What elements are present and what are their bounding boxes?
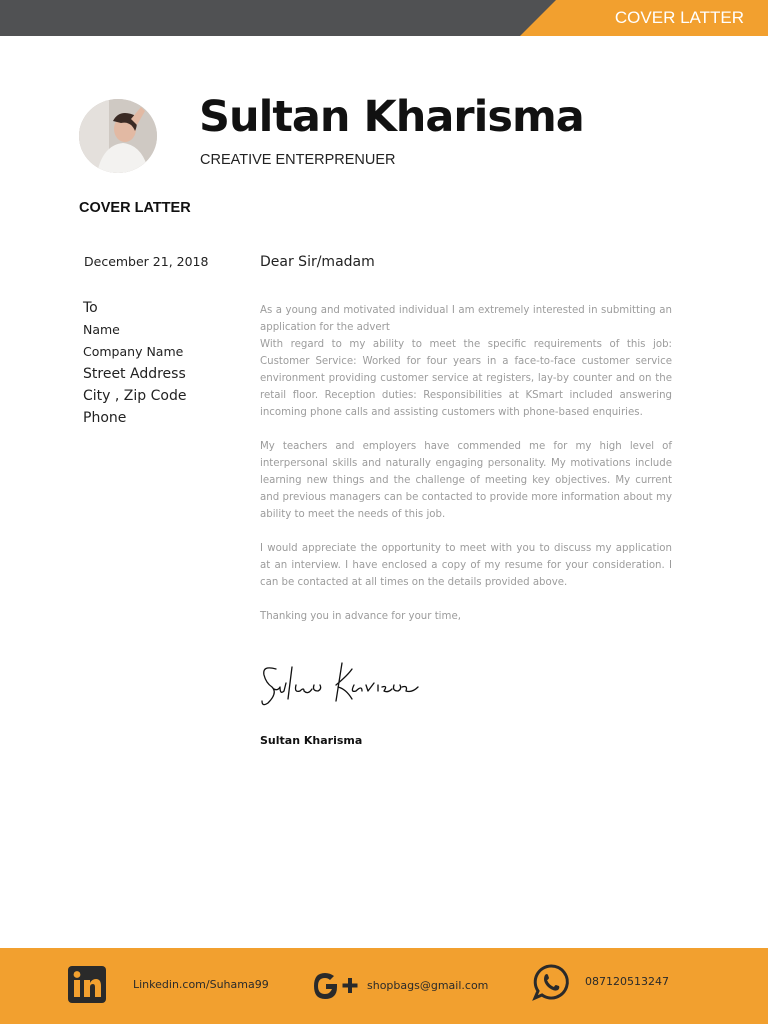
footer-linkedin[interactable]: Linkedin.com/Suhama99: [133, 978, 269, 991]
avatar: [79, 99, 157, 173]
section-title: COVER LATTER: [79, 200, 191, 216]
whatsapp-icon[interactable]: [532, 963, 570, 1001]
signer-name: Sultan Kharisma: [260, 734, 363, 747]
paragraph-3: I would appreciate the opportunity to meet with you to discuss my application at an interview. I have enclosed a copy of my resume for your consideration. I can be contacted at all times on the details provided above.: [260, 543, 672, 588]
paragraph-1b: With regard to my ability to meet the specific requirements of this job: Customer Service: Worked for four years in a face-to-face customer service environment providing customer service at registers, lay-by counter and on the retail floor. Reception duties: Responsibilities at KSmart included answering incoming phone calls and assisting customers with phone-based enquiries.: [260, 339, 672, 418]
linkedin-icon[interactable]: [68, 966, 108, 1004]
letter-date: December 21, 2018: [84, 254, 209, 269]
recipient-name: Name: [83, 322, 120, 337]
recipient-phone: Phone: [83, 410, 127, 426]
paragraph-1a: As a young and motivated individual I am extremely interested in submitting an application for the advert: [260, 305, 672, 333]
closing-line: Thanking you in advance for your time,: [260, 611, 461, 622]
header-tab-label: COVER LATTER: [614, 8, 744, 27]
person-photo-icon: [79, 99, 157, 173]
signature-image: [256, 655, 431, 715]
profile-name: Sultan Kharisma: [199, 92, 584, 142]
recipient-company: Company Name: [83, 344, 184, 359]
letter-body: [260, 302, 672, 625]
footer-email[interactable]: shopbags@gmail.com: [367, 979, 489, 992]
profile-role: CREATIVE ENTERPRENUER: [200, 152, 396, 168]
footer-phone[interactable]: 087120513247: [585, 975, 669, 988]
footer: [0, 948, 768, 1024]
recipient-city: City , Zip Code: [83, 388, 187, 404]
letter-greeting: Dear Sir/madam: [260, 254, 375, 270]
recipient-block: [83, 297, 186, 429]
recipient-street: Street Address: [83, 366, 186, 382]
recipient-to: To: [83, 300, 98, 316]
google-plus-icon[interactable]: [313, 971, 359, 1001]
paragraph-2: My teachers and employers have commended me for my high level of interpersonal skills and naturally engaging personality. My motivations include learning new things and the challenge of meeting key objectives. My current and previous managers can be contacted to provide more information about my ability to meet the needs of this job.: [260, 441, 672, 520]
